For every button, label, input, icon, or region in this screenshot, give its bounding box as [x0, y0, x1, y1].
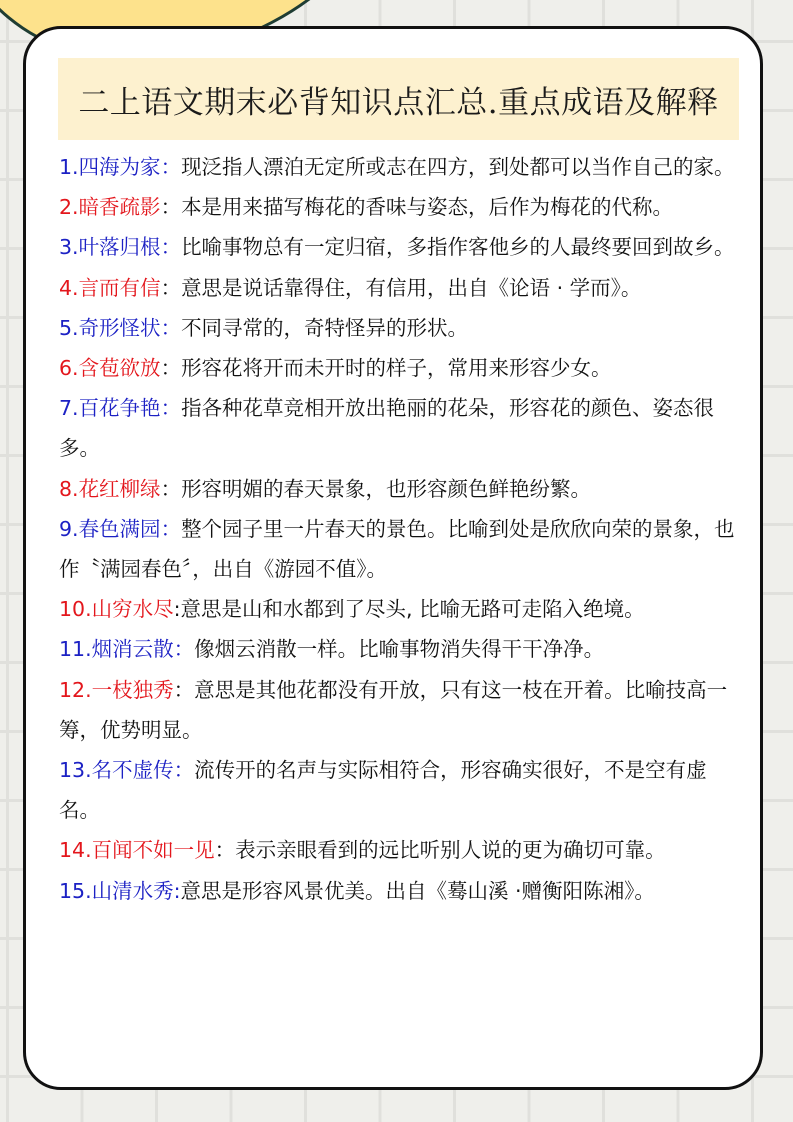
- idiom-term: 8.花红柳绿: [59, 476, 161, 501]
- idiom-term: 2.暗香疏影: [59, 195, 161, 220]
- idiom-item: 4.言而有信：意思是说话靠得住，有信用，出自《论语 · 学而》。: [59, 275, 642, 300]
- content-card: [23, 26, 763, 1090]
- idiom-item: [59, 147, 741, 187]
- idiom-item: [59, 871, 741, 911]
- idiom-definition: 指各种花草竞相开放出艳丽的花朵，形容花的颜色、姿态很多。: [59, 396, 715, 461]
- idiom-definition: 形容明媚的春天景象，也形容颜色鲜艳纷繁。: [181, 476, 592, 501]
- idiom-term: 6.含苞欲放: [59, 356, 161, 381]
- idiom-list: [59, 147, 741, 911]
- idiom-item: 14.百闻不如一见：表示亲眼看到的远比听别人说的更为确切可靠。: [59, 838, 666, 863]
- idiom-term: 3.叶落归根：: [59, 235, 182, 260]
- idiom-item: 12.一枝独秀：意思是其他花都没有开放，只有这一枝在开着。比喻技高一筹，优势明显。: [59, 677, 728, 742]
- idiom-definition: 表示亲眼看到的远比听别人说的更为确切可靠。: [235, 838, 666, 863]
- page-title: 二上语文期末必背知识点汇总.重点成语及解释: [78, 84, 719, 121]
- idiom-item: 8.花红柳绿：形容明媚的春天景象，也形容颜色鲜艳纷繁。: [59, 476, 592, 501]
- idiom-term: 5.奇形怪状：: [59, 315, 182, 340]
- idiom-item: [59, 509, 741, 589]
- idiom-term: 15.山清水秀:: [59, 878, 181, 903]
- idiom-definition: 意思是形容风景优美。出自《蓦山溪 ·赠衡阳陈湘》。: [180, 878, 655, 903]
- idiom-item: 2.暗香疏影：本是用来描写梅花的香味与姿态，后作为梅花的代称。: [59, 195, 674, 220]
- idiom-definition: 意思是山和水都到了尽头, 比喻无路可走陷入绝境。: [180, 597, 645, 622]
- idiom-item: [59, 388, 741, 468]
- idiom-definition: 意思是说话靠得住，有信用，出自《论语 · 学而》。: [181, 275, 642, 300]
- idiom-term: 13.名不虚传：: [59, 758, 195, 783]
- idiom-item: 10.山穷水尽:意思是山和水都到了尽头, 比喻无路可走陷入绝境。: [59, 597, 645, 622]
- idiom-term: 1.四海为家：: [59, 155, 182, 179]
- idiom-definition: 本是用来描写梅花的香味与姿态，后作为梅花的代称。: [181, 195, 674, 220]
- idiom-item: [59, 308, 741, 348]
- idiom-term: 10.山穷水尽: [59, 597, 174, 622]
- idiom-definition: 现泛指人漂泊无定所或志在四方，到处都可以当作自己的家。: [181, 155, 735, 179]
- idiom-term: 11.烟消云散：: [59, 637, 195, 662]
- idiom-item: 6.含苞欲放：形容花将开而未开时的样子，常用来形容少女。: [59, 356, 612, 381]
- idiom-term: 14.百闻不如一见: [59, 838, 215, 863]
- idiom-item: [59, 227, 741, 267]
- idiom-definition: 比喻事物总有一定归宿，多指作客他乡的人最终要回到故乡。: [181, 235, 735, 260]
- idiom-term: 4.言而有信: [59, 275, 161, 300]
- idiom-term: 12.一枝独秀: [59, 677, 174, 702]
- idiom-item: [59, 750, 741, 830]
- idiom-term: 9.春色满园：: [59, 516, 182, 541]
- idiom-definition: 不同寻常的，奇特怪异的形状。: [181, 315, 469, 340]
- idiom-definition: 流传开的名声与实际相符合，形容确实很好，不是空有虚名。: [59, 758, 707, 823]
- idiom-item: [59, 629, 741, 669]
- idiom-definition: 意思是其他花都没有开放，只有这一枝在开着。比喻技高一筹，优势明显。: [59, 677, 728, 742]
- title-banner: [58, 58, 739, 140]
- idiom-definition: 整个园子里一片春天的景色。比喻到处是欣欣向荣的景象，也作〝满园春色〞，出自《游园不值》。: [59, 516, 735, 582]
- idiom-definition: 像烟云消散一样。比喻事物消失得干干净净。: [194, 637, 605, 662]
- idiom-definition: 形容花将开而未开时的样子，常用来形容少女。: [181, 356, 612, 381]
- idiom-term: 7.百花争艳：: [59, 396, 182, 421]
